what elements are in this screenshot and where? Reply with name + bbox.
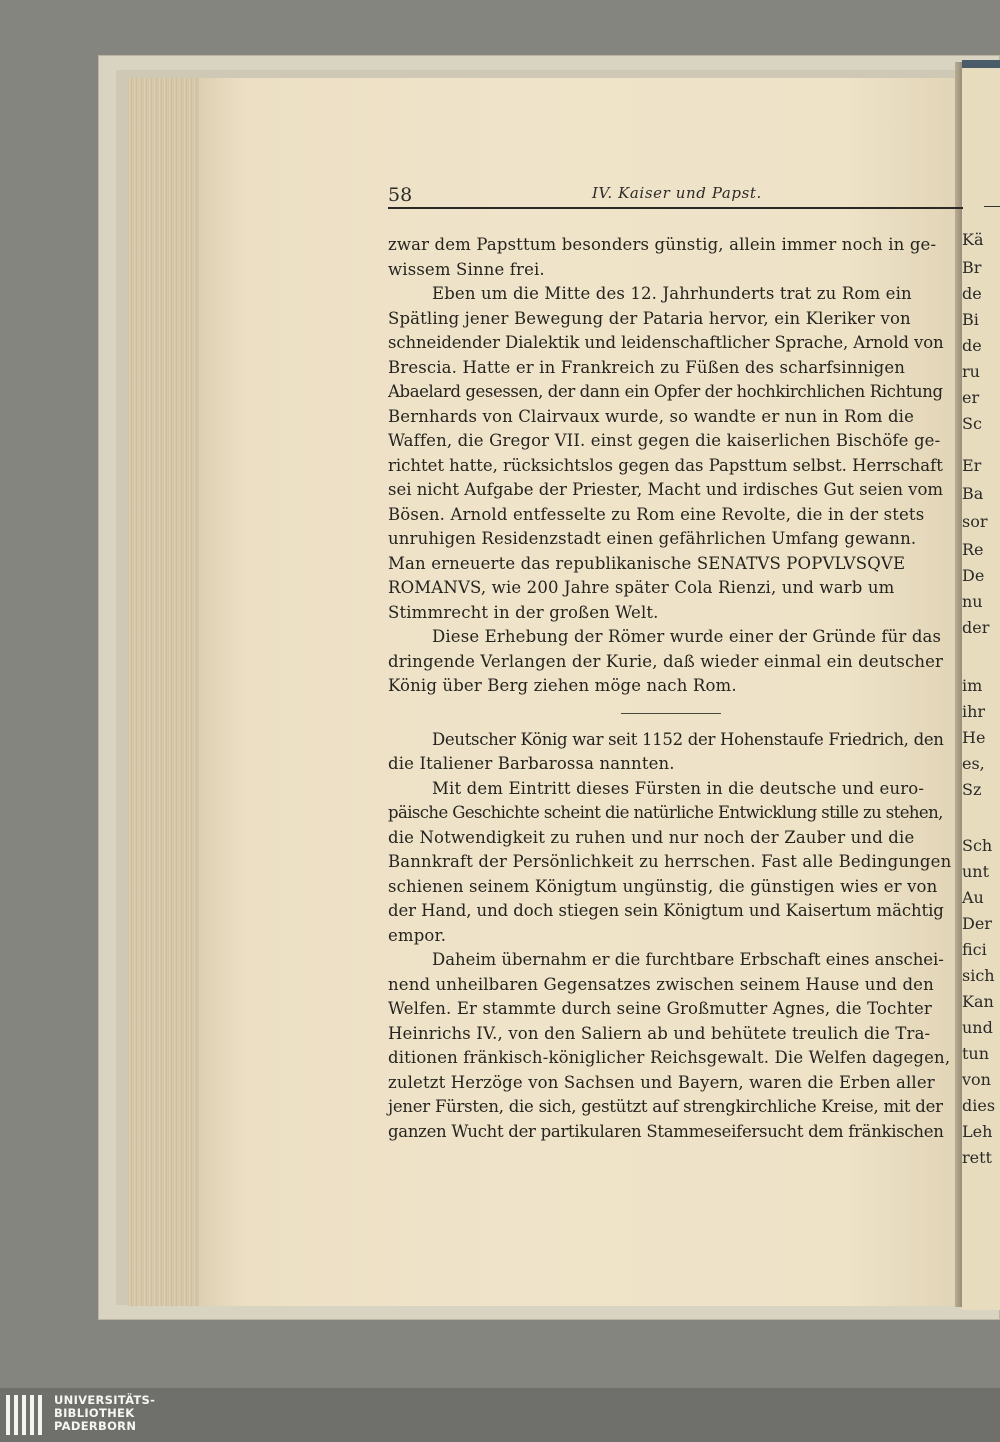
facing-page-rule xyxy=(984,206,1000,207)
text-line: Diese Erhebung der Römer wurde einer der Gründe für das xyxy=(432,627,942,646)
text-line: König über Berg ziehen möge nach Rom. xyxy=(388,676,737,695)
library-name xyxy=(54,1394,155,1433)
facing-page-fragment: sich xyxy=(962,966,995,985)
facing-page-fragment: Sz xyxy=(962,780,982,799)
text-line: empor. xyxy=(388,925,447,945)
facing-page-fragment: Kä xyxy=(962,230,984,249)
text-line: sei nicht Aufgabe der Priester, Macht und irdisches Gut seien vom xyxy=(388,480,944,499)
facing-page-fragment: Er xyxy=(962,456,982,475)
facing-page-fragment: fici xyxy=(962,940,987,959)
text-line: schneidender Dialektik und leidenschaftlicher Sprache, Arnold von xyxy=(388,333,944,352)
text-line: Bernhards von Clairvaux wurde, so wandte er nun in Rom die xyxy=(388,406,915,426)
facing-page-fragment: und xyxy=(962,1018,993,1037)
body-text xyxy=(388,233,953,1144)
section-divider xyxy=(621,713,721,714)
text-line: Eben um die Mitte des 12. Jahrhunderts trat zu Rom ein xyxy=(432,284,912,303)
text-line: dringende Verlangen der Kurie, daß wieder einmal ein deutscher xyxy=(388,651,944,671)
facing-page-fragment: Ba xyxy=(962,484,984,503)
text-line: nend unheilbaren Gegensatzes zwischen seinem Hause und den xyxy=(388,974,934,994)
running-head xyxy=(388,180,963,206)
facing-page-fragment: von xyxy=(962,1070,991,1089)
facing-page-fragment: im xyxy=(962,676,983,695)
text-line: ROMANVS, wie 200 Jahre später Cola Rienzi, und warb um xyxy=(388,578,895,597)
facing-page-fragment: De xyxy=(962,566,985,585)
page-edges xyxy=(128,78,202,1306)
library-name-line-3: PADERBORN xyxy=(54,1419,137,1433)
facing-page-fragment: Au xyxy=(962,888,984,907)
facing-page-fragment: He xyxy=(962,728,986,747)
paragraph-group-1 xyxy=(388,233,953,699)
text-line: ditionen fränkisch-königlicher Reichsgewalt. Die Welfen dagegen, xyxy=(388,1048,951,1067)
text-line: der Hand, und doch stiegen sein Königtum und Kaisertum mächtig xyxy=(388,901,944,920)
paragraph-group-2 xyxy=(388,728,953,1145)
facing-page-fragment: de xyxy=(962,284,982,303)
text-line: jener Fürsten, die sich, gestützt auf strengkirchliche Kreise, mit der xyxy=(388,1097,943,1116)
facing-page-fragment: dies xyxy=(962,1096,996,1115)
text-line: zwar dem Papsttum besonders günstig, allein immer noch in ge- xyxy=(388,235,937,254)
text-line: die Notwendigkeit zu ruhen und nur noch der Zauber und die xyxy=(388,827,915,847)
facing-page-fragment: rett xyxy=(962,1148,992,1167)
page-number: 58 xyxy=(388,184,413,206)
text-line: Stimmrecht in der großen Welt. xyxy=(388,602,659,622)
text-line: Waffen, die Gregor VII. einst gegen die kaiserlichen Bischöfe ge- xyxy=(388,431,941,450)
facing-page-fragment: nu xyxy=(962,592,983,611)
facing-page-fragment: de xyxy=(962,336,982,355)
facing-page-fragment: es, xyxy=(962,754,985,773)
text-line: zuletzt Herzöge von Sachsen und Bayern, waren die Erben aller xyxy=(388,1072,935,1092)
facing-page-fragment: ru xyxy=(962,362,980,381)
text-line: Abaelard gesessen, der dann ein Opfer der hochkirchlichen Richtung xyxy=(388,382,943,401)
facing-page-fragment: Sc xyxy=(962,414,982,433)
text-line: päische Geschichte scheint die natürliche Entwicklung stille zu stehen, xyxy=(388,803,943,822)
text-line: unruhigen Residenzstadt einen gefährlichen Umfang gewann. xyxy=(388,529,917,548)
facing-page-fragment: sor xyxy=(962,512,988,531)
text-line: Welfen. Er stammte durch seine Großmutter Agnes, die Tochter xyxy=(388,999,932,1018)
text-line: Man erneuerte das republikanische SENATVS POPVLVSQVE xyxy=(388,553,906,573)
library-name-line-2: BIBLIOTHEK xyxy=(54,1406,135,1420)
facing-page-fragment: ihr xyxy=(962,702,986,721)
text-line: Daheim übernahm er die furchtbare Erbschaft eines anschei- xyxy=(432,950,944,969)
facing-page-fragment: tun xyxy=(962,1044,990,1063)
facing-page xyxy=(962,60,1000,1310)
text-line: die Italiener Barbarossa nannten. xyxy=(388,754,675,773)
facing-page-fragment: Kan xyxy=(962,992,994,1011)
text-line: Brescia. Hatte er in Frankreich zu Füßen des scharfsinnigen xyxy=(388,357,906,377)
text-line: Bösen. Arnold entfesselte zu Rom eine Revolte, die in der stets xyxy=(388,504,925,524)
library-footer xyxy=(0,1388,1000,1442)
library-logo-icon xyxy=(6,1395,50,1435)
text-line: wissem Sinne frei. xyxy=(388,259,545,279)
header-rule xyxy=(388,207,963,209)
text-line: Bannkraft der Persönlichkeit zu herrschen. Fast alle Bedingungen xyxy=(388,852,952,871)
facing-page-fragment: Sch xyxy=(962,836,993,855)
text-line: Spätling jener Bewegung der Pataria hervor, ein Kleriker von xyxy=(388,308,911,328)
facing-page-fragment: der xyxy=(962,618,990,637)
facing-page-fragment: Re xyxy=(962,540,984,559)
facing-page-fragment: Br xyxy=(962,258,982,277)
text-line: schienen seinem Königtum ungünstig, die günstigen wies er von xyxy=(388,876,938,896)
text-line: Mit dem Eintritt dieses Fürsten in die deutsche und euro- xyxy=(432,778,925,798)
facing-page-fragment: Bi xyxy=(962,310,979,329)
facing-page-fragment: unt xyxy=(962,862,990,881)
text-line: richtet hatte, rücksichtslos gegen das Papsttum selbst. Herrschaft xyxy=(388,455,943,475)
text-line: ganzen Wucht der partikularen Stammeseifersucht dem fränkischen xyxy=(388,1121,944,1141)
facing-page-fragment: Der xyxy=(962,914,992,933)
facing-page-fragment: Leh xyxy=(962,1122,993,1141)
facing-page-edge xyxy=(962,60,1000,68)
library-name-line-1: UNIVERSITÄTS- xyxy=(54,1393,156,1407)
text-line: Deutscher König war seit 1152 der Hohenstaufe Friedrich, den xyxy=(432,729,944,749)
facing-page-fragment: er xyxy=(962,388,980,407)
chapter-title: IV. Kaiser und Papst. xyxy=(592,184,762,202)
text-line: Heinrichs IV., von den Saliern ab und behütete treulich die Tra- xyxy=(388,1023,931,1043)
